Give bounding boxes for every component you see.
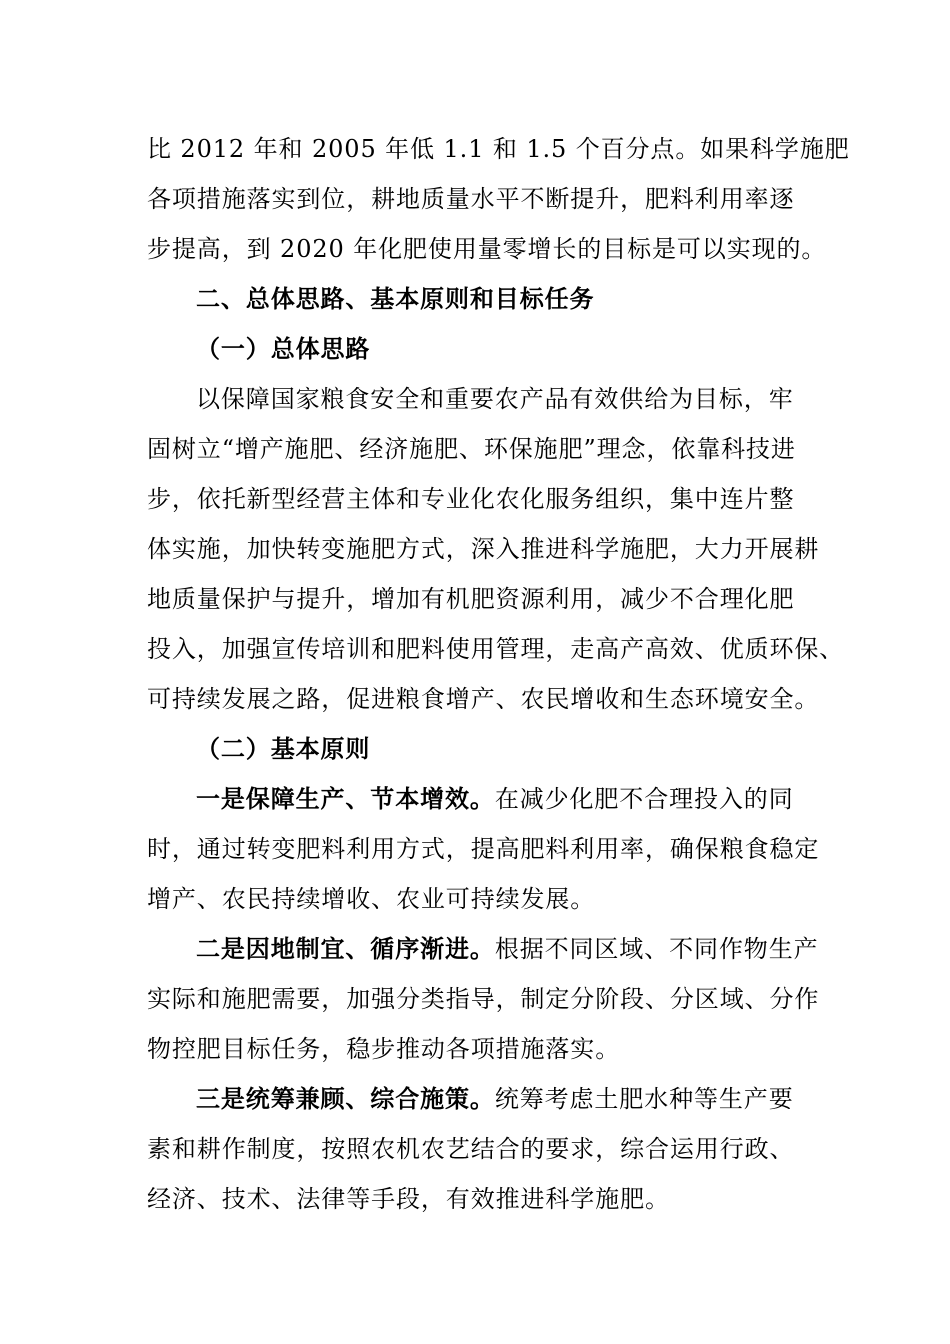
paragraph-line: 固树立“增产施肥、经济施肥、环保施肥”理念，依靠科技进: [147, 435, 796, 463]
paragraph-line: 经济、技术、法律等手段，有效推进科学施肥。: [147, 1185, 670, 1213]
paragraph-line: 可持续发展之路，促进粮食增产、农民增收和生态环境安全。: [147, 685, 820, 713]
paragraph-line: 地质量保护与提升，增加有机肥资源利用，减少不合理化肥: [147, 585, 795, 613]
paragraph-line: 时，通过转变肥料利用方式，提高肥料利用率，确保粮食稳定: [147, 835, 820, 863]
principle-text: 统筹考虑土肥水种等生产要: [494, 1085, 794, 1113]
paragraph-line: 投入，加强宣传培训和肥料使用管理，走高产高效、优质环保、: [147, 635, 845, 663]
paragraph-line: 体实施，加快转变施肥方式，深入推进科学施肥，大力开展耕: [147, 535, 820, 563]
principle-text: 根据不同区域、不同作物生产: [494, 935, 819, 963]
principle-line: [196, 783, 794, 815]
section-heading: 二、总体思路、基本原则和目标任务: [196, 284, 595, 313]
paragraph-line: 以保障国家粮食安全和重要农产品有效供给为目标，牢: [196, 385, 794, 413]
paragraph-line: 步提高，到 2020 年化肥使用量零增长的目标是可以实现的。: [147, 235, 827, 263]
principle-line: [196, 933, 819, 965]
subsection-heading: （一）总体思路: [196, 334, 371, 363]
paragraph-line: 增产、农民持续增收、农业可持续发展。: [147, 885, 596, 913]
paragraph-line: 各项措施落实到位，耕地质量水平不断提升，肥料利用率逐: [147, 185, 795, 213]
paragraph-line: 物控肥目标任务，稳步推动各项措施落实。: [147, 1035, 621, 1063]
paragraph-line: 实际和施肥需要，加强分类指导，制定分阶段、分区域、分作: [147, 985, 820, 1013]
principle-lead: 二是因地制宜、循序渐进。: [196, 934, 495, 963]
paragraph-line: 素和耕作制度，按照农机农艺结合的要求，综合运用行政、: [147, 1135, 795, 1163]
principle-text: 在减少化肥不合理投入的同: [494, 785, 794, 813]
paragraph-line: 步，依托新型经营主体和专业化农化服务组织，集中连片整: [147, 485, 795, 513]
principle-lead: 一是保障生产、节本增效。: [196, 784, 495, 813]
principle-line: [196, 1083, 794, 1115]
subsection-heading: （二）基本原则: [196, 734, 371, 763]
principle-lead: 三是统筹兼顾、综合施策。: [196, 1084, 495, 1113]
paragraph-line: 比 2012 年和 2005 年低 1.1 和 1.5 个百分点。如果科学施肥: [147, 135, 850, 163]
